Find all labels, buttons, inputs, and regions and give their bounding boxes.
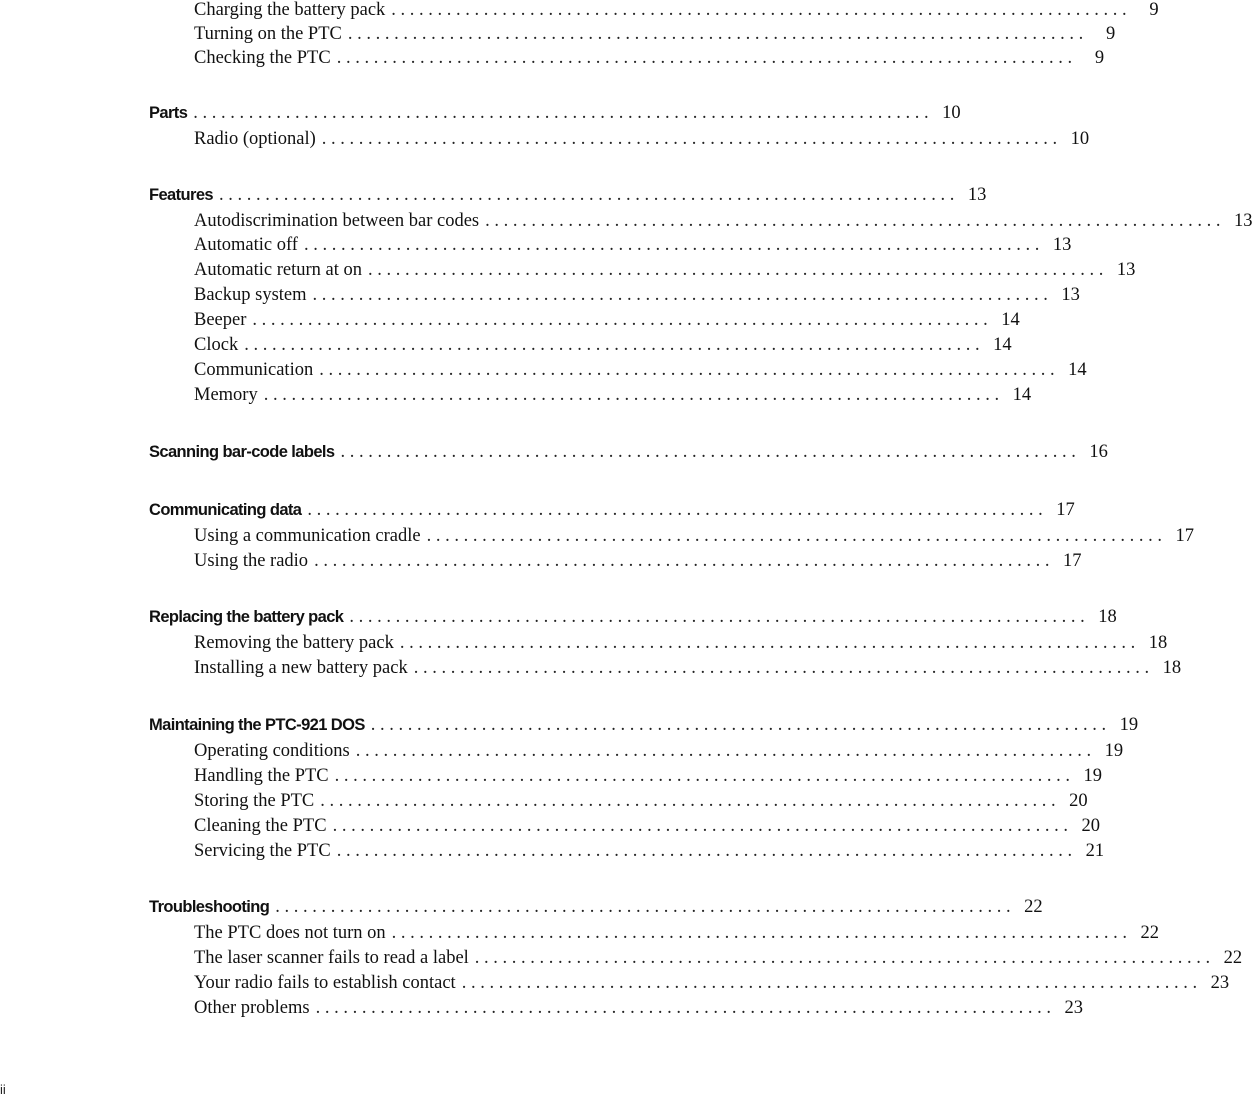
dot-leader: . . . . . . . . . . . . . . . . . . . . . . . . . . . . . . . . . . . . . . . . . . . . . . . . . . . . . . . . . . . . . . . . . . . . . . . . . . . . . . . . xyxy=(252,310,988,330)
dot-leader: . . . . . . . . . . . . . . . . . . . . . . . . . . . . . . . . . . . . . . . . . . . . . . . . . . . . . . . . . . . . . . . . . . . . . . . . . . . . . . . . xyxy=(413,658,1150,678)
dot-leader: . . . . . . . . . . . . . . . . . . . . . . . . . . . . . . . . . . . . . . . . . . . . . . . . . . . . . . . . . . . . . . . . . . . . . . . . . . . . . . . . xyxy=(275,897,1011,917)
dot-leader: . . . . . . . . . . . . . . . . . . . . . . . . . . . . . . . . . . . . . . . . . . . . . . . . . . . . . . . . . . . . . . . . . . . . . . . . . . . . . . . . xyxy=(336,841,1073,861)
dot-leader: . . . . . . . . . . . . . . . . . . . . . . . . . . . . . . . . . . . . . . . . . . . . . . . . . . . . . . . . . . . . . . . . . . . . . . . . . . . . . . . . xyxy=(391,923,1128,943)
toc-entry-title: Your radio fails to establish contact xyxy=(194,973,456,993)
toc-section-title: Parts xyxy=(149,104,188,122)
toc-section-title: Scanning bar-code labels xyxy=(149,443,335,461)
toc-entry[interactable] xyxy=(194,285,1080,309)
toc-entry-title: Using a communication cradle xyxy=(194,526,421,546)
toc-section-title: Communicating data xyxy=(149,501,302,519)
toc-entry-title: Autodiscrimination between bar codes xyxy=(194,211,480,231)
toc-entry-title: Automatic return at on xyxy=(194,260,362,280)
toc-section[interactable] xyxy=(149,103,961,127)
toc-entry-title: Other problems xyxy=(194,998,310,1018)
toc-page-number: 18 xyxy=(1148,633,1168,653)
dot-leader: . . . . . . . . . . . . . . . . . . . . . . . . . . . . . . . . . . . . . . . . . . . . . . . . . . . . . . . . . . . . . . . . . . . . . . . . . . . . . . . . xyxy=(319,360,1055,380)
toc-page-number: 10 xyxy=(942,103,961,123)
toc-entry[interactable] xyxy=(194,551,1082,575)
toc-entry-title: Clock xyxy=(194,335,239,355)
dot-leader: . . . . . . . . . . . . . . . . . . . . . . . . . . . . . . . . . . . . . . . . . . . . . . . . . . . . . . . . . . . . . . . . . . . . . . . . . . . . . . . . xyxy=(426,526,1162,546)
dot-leader: . . . . . . . . . . . . . . . . . . . . . . . . . . . . . . . . . . . . . . . . . . . . . . . . . . . . . . . . . . . . . . . . . . . . . . . . . . . . . . . . xyxy=(263,385,1000,405)
toc-page-number: 17 xyxy=(1175,526,1194,546)
toc-page-number: 19 xyxy=(1083,766,1103,786)
toc-entry[interactable] xyxy=(194,360,1087,384)
toc-page-number: 23 xyxy=(1064,998,1083,1018)
toc-entry[interactable] xyxy=(194,998,1083,1022)
toc-entry[interactable] xyxy=(194,211,1253,235)
toc-page-number: 20 xyxy=(1069,791,1088,811)
dot-leader: . . . . . . . . . . . . . . . . . . . . . . . . . . . . . . . . . . . . . . . . . . . . . . . . . . . . . . . . . . . . . . . . . . . . . . . . . . . . . . . . xyxy=(485,211,1221,231)
toc-page-number: 21 xyxy=(1085,841,1105,861)
toc-section[interactable] xyxy=(149,185,987,209)
toc-section[interactable] xyxy=(149,607,1117,631)
dot-leader: . . . . . . . . . . . . . . . . . . . . . . . . . . . . . . . . . . . . . . . . . . . . . . . . . . . . . . . . . . . . . . . . . . . . . . . . . . . . . . . . xyxy=(332,816,1068,836)
dot-leader: . . . . . . . . . . . . . . . . . . . . . . . . . . . . . . . . . . . . . . . . . . . . . . . . . . . . . . . . . . . . . . . . . . . . . . . . . . . . . . . . xyxy=(368,260,1104,280)
toc-entry[interactable] xyxy=(194,385,1032,409)
dot-leader: . . . . . . . . . . . . . . . . . . . . . . . . . . . . . . . . . . . . . . . . . . . . . . . . . . . . . . . . . . . . . . . . . . . . . . . . . . . . . . . . xyxy=(218,185,955,205)
toc-entry[interactable] xyxy=(194,310,1020,334)
toc-section[interactable] xyxy=(149,442,1108,466)
dot-leader: . . . . . . . . . . . . . . . . . . . . . . . . . . . . . . . . . . . . . . . . . . . . . . . . . . . . . . . . . . . . . . . . . . . . . . . . . . . . . . . . xyxy=(474,948,1211,968)
dot-leader: . . . . . . . . . . . . . . . . . . . . . . . . . . . . . . . . . . . . . . . . . . . . . . . . . . . . . . . . . . . . . . . . . . . . . . . . . . . . . . . . xyxy=(336,48,1073,68)
toc-entry-title: Radio (optional) xyxy=(194,129,316,149)
dot-leader: . . . . . . . . . . . . . . . . . . . . . . . . . . . . . . . . . . . . . . . . . . . . . . . . . . . . . . . . . . . . . . . . . . . . . . . . . . . . . . . . xyxy=(321,129,1058,149)
toc-page-number: 9 xyxy=(1105,24,1116,44)
toc-entry[interactable] xyxy=(194,973,1230,997)
dot-leader: . . . . . . . . . . . . . . . . . . . . . . . . . . . . . . . . . . . . . . . . . . . . . . . . . . . . . . . . . . . . . . . . . . . . . . . . . . . . . . . . xyxy=(193,103,929,123)
toc-entry[interactable] xyxy=(194,766,1103,790)
toc-entry[interactable] xyxy=(194,841,1105,865)
toc-section-title: Replacing the battery pack xyxy=(149,608,344,626)
dot-leader: . . . . . . . . . . . . . . . . . . . . . . . . . . . . . . . . . . . . . . . . . . . . . . . . . . . . . . . . . . . . . . . . . . . . . . . . . . . . . . . . xyxy=(303,235,1040,255)
toc-entry-title: Installing a new battery pack xyxy=(194,658,408,678)
dot-leader: . . . . . . . . . . . . . . . . . . . . . . . . . . . . . . . . . . . . . . . . . . . . . . . . . . . . . . . . . . . . . . . . . . . . . . . . . . . . . . . . xyxy=(461,973,1198,993)
toc-page-number: 13 xyxy=(967,185,987,205)
dot-leader: . . . . . . . . . . . . . . . . . . . . . . . . . . . . . . . . . . . . . . . . . . . . . . . . . . . . . . . . . . . . . . . . . . . . . . . . . . . . . . . . xyxy=(355,741,1092,761)
toc-page-number: 9 xyxy=(1149,0,1159,20)
toc-section[interactable] xyxy=(149,897,1043,921)
toc-entry[interactable] xyxy=(194,129,1090,153)
toc-entry-title: Beeper xyxy=(194,310,247,330)
toc-entry[interactable] xyxy=(194,526,1194,550)
toc-entry[interactable] xyxy=(194,0,1159,24)
toc-entry-title: Operating conditions xyxy=(194,741,350,761)
toc-page-number: 22 xyxy=(1223,948,1243,968)
toc-section-title: Troubleshooting xyxy=(149,898,270,916)
toc-page-number: 9 xyxy=(1094,48,1105,68)
toc-entry-title: Charging the battery pack xyxy=(194,0,386,20)
dot-leader: . . . . . . . . . . . . . . . . . . . . . . . . . . . . . . . . . . . . . . . . . . . . . . . . . . . . . . . . . . . . . . . . . . . . . . . . . . . . . . . . xyxy=(312,285,1048,305)
toc-entry[interactable] xyxy=(194,948,1243,972)
toc-entry[interactable] xyxy=(194,791,1088,815)
toc-page-number: 10 xyxy=(1070,129,1090,149)
dot-leader: . . . . . . . . . . . . . . . . . . . . . . . . . . . . . . . . . . . . . . . . . . . . . . . . . . . . . . . . . . . . . . . . . . . . . . . . . . . . . . . . xyxy=(391,0,1127,20)
dot-leader: . . . . . . . . . . . . . . . . . . . . . . . . . . . . . . . . . . . . . . . . . . . . . . . . . . . . . . . . . . . . . . . . . . . . . . . . . . . . . . . . xyxy=(307,500,1043,520)
toc-entry[interactable] xyxy=(194,923,1160,947)
toc-entry-title: Memory xyxy=(194,385,258,405)
toc-page-number: 18 xyxy=(1098,607,1117,627)
toc-page-number: 19 xyxy=(1104,741,1124,761)
toc-entry-title: Removing the battery pack xyxy=(194,633,394,653)
toc-page-number: 14 xyxy=(1068,360,1087,380)
toc-entry[interactable] xyxy=(194,260,1136,284)
toc-page-number: 23 xyxy=(1210,973,1230,993)
dot-leader: . . . . . . . . . . . . . . . . . . . . . . . . . . . . . . . . . . . . . . . . . . . . . . . . . . . . . . . . . . . . . . . . . . . . . . . . . . . . . . . . xyxy=(347,24,1084,44)
toc-page-number: 18 xyxy=(1162,658,1182,678)
toc-entry-title: Automatic off xyxy=(194,235,298,255)
toc-page-number: 14 xyxy=(1001,310,1020,330)
toc-entry[interactable] xyxy=(194,633,1168,657)
toc-page-number: 13 xyxy=(1061,285,1080,305)
toc-page-number: 14 xyxy=(993,335,1012,355)
toc-page-number: 22 xyxy=(1140,923,1160,943)
toc-entry-title: Cleaning the PTC xyxy=(194,816,327,836)
toc-page-number: 20 xyxy=(1081,816,1100,836)
toc-page-number: 13 xyxy=(1234,211,1253,231)
dot-leader: . . . . . . . . . . . . . . . . . . . . . . . . . . . . . . . . . . . . . . . . . . . . . . . . . . . . . . . . . . . . . . . . . . . . . . . . . . . . . . . . xyxy=(244,335,980,355)
toc-entry[interactable] xyxy=(194,335,1012,359)
toc-entry-title: Backup system xyxy=(194,285,307,305)
dot-leader: . . . . . . . . . . . . . . . . . . . . . . . . . . . . . . . . . . . . . . . . . . . . . . . . . . . . . . . . . . . . . . . . . . . . . . . . . . . . . . . . xyxy=(399,633,1136,653)
toc-entry[interactable] xyxy=(194,816,1100,840)
dot-leader: . . . . . . . . . . . . . . . . . . . . . . . . . . . . . . . . . . . . . . . . . . . . . . . . . . . . . . . . . . . . . . . . . . . . . . . . . . . . . . . . xyxy=(320,791,1056,811)
toc-page-number: 13 xyxy=(1052,235,1072,255)
toc-page-number: 14 xyxy=(1012,385,1032,405)
dot-leader: . . . . . . . . . . . . . . . . . . . . . . . . . . . . . . . . . . . . . . . . . . . . . . . . . . . . . . . . . . . . . . . . . . . . . . . . . . . . . . . . xyxy=(349,607,1085,627)
toc-section-title: Maintaining the PTC-921 DOS xyxy=(149,716,365,734)
toc-entry-title: Using the radio xyxy=(194,551,309,571)
toc-page-number: 16 xyxy=(1089,442,1108,462)
toc-section-title: Features xyxy=(149,186,213,204)
dot-leader: . . . . . . . . . . . . . . . . . . . . . . . . . . . . . . . . . . . . . . . . . . . . . . . . . . . . . . . . . . . . . . . . . . . . . . . . . . . . . . . . xyxy=(315,998,1051,1018)
toc-page-number: 17 xyxy=(1062,551,1082,571)
toc-entry-title: Handling the PTC xyxy=(194,766,329,786)
toc-entry-title: Turning on the PTC xyxy=(194,24,342,44)
toc-page-number: 17 xyxy=(1056,500,1075,520)
page-number-footer: ii xyxy=(0,1082,6,1097)
toc-page-number: 13 xyxy=(1116,260,1136,280)
toc-entry[interactable] xyxy=(194,48,1105,72)
dot-leader: . . . . . . . . . . . . . . . . . . . . . . . . . . . . . . . . . . . . . . . . . . . . . . . . . . . . . . . . . . . . . . . . . . . . . . . . . . . . . . . . xyxy=(370,715,1107,735)
toc-entry[interactable] xyxy=(194,658,1182,682)
toc-section[interactable] xyxy=(149,500,1075,524)
toc-entry[interactable] xyxy=(194,235,1072,259)
toc-entry-title: Servicing the PTC xyxy=(194,841,331,861)
toc-entry-title: Communication xyxy=(194,360,314,380)
toc-section[interactable] xyxy=(149,715,1139,739)
dot-leader: . . . . . . . . . . . . . . . . . . . . . . . . . . . . . . . . . . . . . . . . . . . . . . . . . . . . . . . . . . . . . . . . . . . . . . . . . . . . . . . . xyxy=(314,551,1050,571)
toc-entry[interactable] xyxy=(194,24,1116,48)
toc-entry-title: The PTC does not turn on xyxy=(194,923,386,943)
toc-entry-title: Checking the PTC xyxy=(194,48,331,68)
toc-entry[interactable] xyxy=(194,741,1124,765)
toc-entry-title: Storing the PTC xyxy=(194,791,315,811)
dot-leader: . . . . . . . . . . . . . . . . . . . . . . . . . . . . . . . . . . . . . . . . . . . . . . . . . . . . . . . . . . . . . . . . . . . . . . . . . . . . . . . . xyxy=(334,766,1071,786)
toc-entry-title: The laser scanner fails to read a label xyxy=(194,948,469,968)
toc-page-number: 19 xyxy=(1119,715,1139,735)
dot-leader: . . . . . . . . . . . . . . . . . . . . . . . . . . . . . . . . . . . . . . . . . . . . . . . . . . . . . . . . . . . . . . . . . . . . . . . . . . . . . . . . xyxy=(340,442,1076,462)
toc-page-number: 22 xyxy=(1024,897,1043,917)
